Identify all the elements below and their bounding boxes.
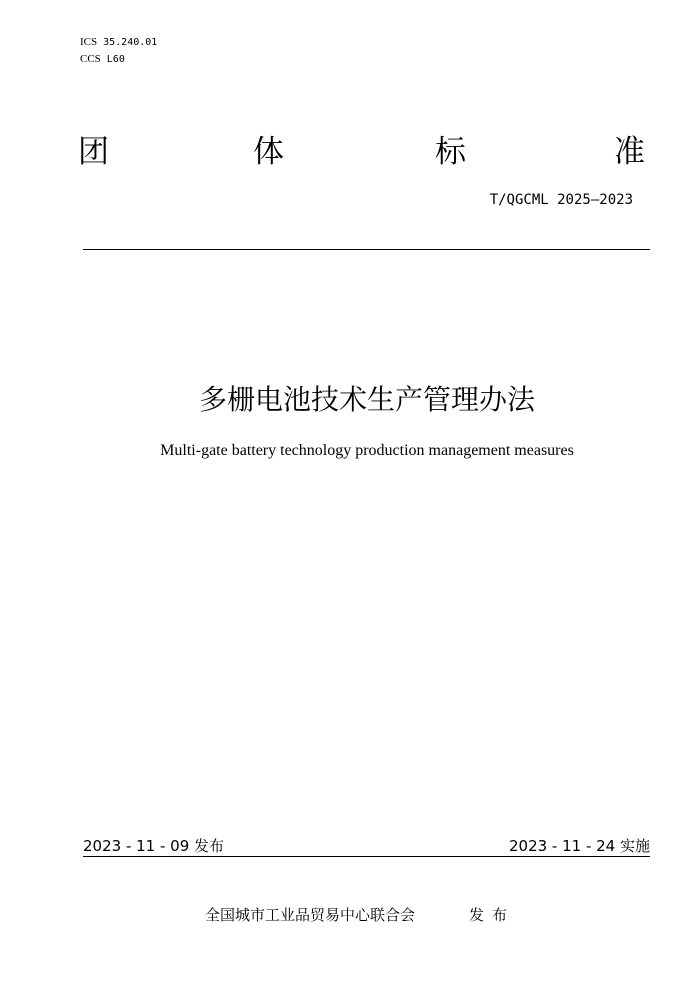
standard-type-char-4: 准 <box>614 134 645 170</box>
ics-value: 35.240.01 <box>103 37 158 48</box>
ics-label: ICS <box>80 36 98 48</box>
publish-label: 发布 <box>469 906 516 924</box>
issue-date: 2023 - 11 - 09 发布 <box>83 837 225 855</box>
bottom-divider <box>83 856 650 857</box>
standard-type-char-3: 标 <box>435 134 466 170</box>
document-title-chinese: 多栅电池技术生产管理办法 <box>198 383 535 416</box>
standard-type-char-2: 体 <box>253 134 284 170</box>
standard-number: T/QGCML 2025—2023 <box>489 192 633 208</box>
standard-type-char-1: 团 <box>78 134 109 170</box>
implementation-date: 2023 - 11 - 24 实施 <box>508 837 650 855</box>
ccs-label: CCS <box>80 53 101 65</box>
top-divider <box>83 249 650 250</box>
ccs-code <box>80 53 125 65</box>
publisher-name: 全国城市工业品贸易中心联合会 <box>205 906 416 924</box>
ics-code <box>80 36 157 48</box>
ccs-value: L60 <box>106 54 125 65</box>
document-title-english: Multi-gate battery technology production management measures <box>160 442 574 459</box>
